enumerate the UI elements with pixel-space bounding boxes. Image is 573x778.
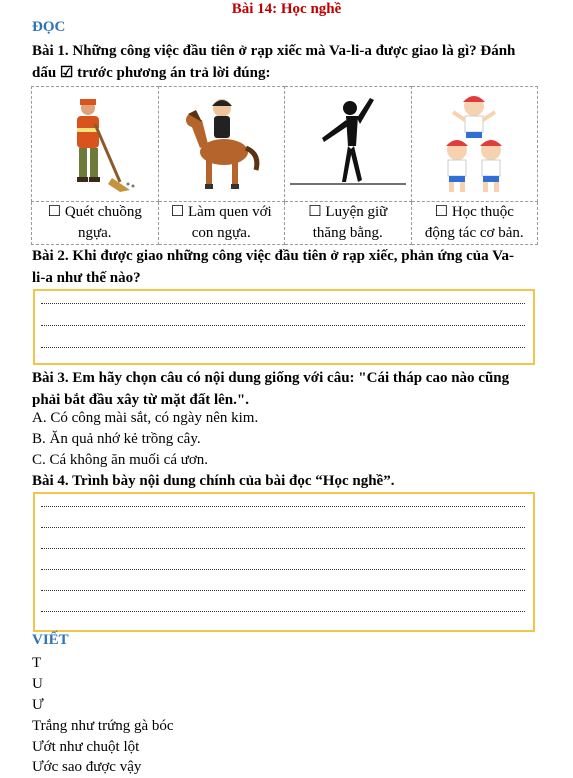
option-2[interactable] bbox=[158, 202, 285, 245]
option-3[interactable] bbox=[285, 202, 412, 245]
option-4[interactable] bbox=[411, 202, 538, 245]
write-line-1: T bbox=[32, 655, 42, 671]
question-2-line-2: li-a như thế nào? bbox=[32, 270, 141, 286]
answer-line bbox=[41, 303, 525, 304]
question-3-line-2: phải bắt đầu xây từ mặt đất lên.". bbox=[32, 392, 249, 408]
section-write-heading: VIẾT bbox=[32, 632, 69, 648]
question-2-line-1: Bài 2. Khi được giao những công việc đầu tiên ở rạp xiếc, phản ứng của Va- bbox=[32, 248, 515, 264]
question-2 bbox=[32, 245, 542, 289]
write-line-5: Ướt như chuột lột bbox=[32, 739, 140, 755]
question-3-option-b[interactable]: B. Ăn quả nhớ kẻ trồng cây. bbox=[32, 431, 201, 447]
horse-rider-illustration bbox=[176, 94, 266, 194]
option-image-balance bbox=[285, 87, 412, 202]
option-2-checkbox[interactable]: ☐ bbox=[170, 204, 185, 220]
question-4 bbox=[32, 470, 542, 492]
option-3-label: Luyện giữ bbox=[325, 204, 388, 220]
option-2-line-1 bbox=[159, 202, 285, 223]
option-2-label: Làm quen với bbox=[187, 204, 272, 220]
balance-silhouette-illustration bbox=[288, 94, 408, 194]
answer-line bbox=[41, 590, 525, 591]
question-4-line-1: Bài 4. Trình bày nội dung chính của bài đọc “Học nghề”. bbox=[32, 473, 395, 489]
option-image-sweeping bbox=[32, 87, 159, 202]
options-table bbox=[31, 86, 538, 245]
answer-line bbox=[41, 347, 525, 348]
answer-line bbox=[41, 527, 525, 528]
answer-line bbox=[41, 506, 525, 507]
answer-line bbox=[41, 569, 525, 570]
kids-pyramid-illustration bbox=[429, 92, 519, 196]
answer-line bbox=[41, 325, 525, 326]
option-4-line-1 bbox=[412, 202, 538, 223]
question-1-line-2: dấu ☑ trước phương án trả lời đúng: bbox=[32, 65, 271, 81]
question-3-option-c[interactable]: C. Cá không ăn muối cá ươn. bbox=[32, 452, 209, 468]
write-line-6: Ước sao được vậy bbox=[32, 759, 142, 775]
question-3-line-1: Bài 3. Em hãy chọn câu có nội dung giống với câu: "Cái tháp cao nào cũng bbox=[32, 370, 510, 386]
option-image-horse bbox=[158, 87, 285, 202]
answer-line bbox=[41, 548, 525, 549]
sweeper-illustration bbox=[50, 94, 140, 194]
option-4-checkbox[interactable]: ☐ bbox=[434, 204, 449, 220]
question-3 bbox=[32, 367, 542, 411]
write-line-2: U bbox=[32, 676, 43, 692]
write-line-3: Ư bbox=[32, 697, 44, 713]
option-1[interactable] bbox=[32, 202, 159, 245]
option-4-line-2: động tác cơ bản. bbox=[424, 225, 524, 241]
option-1-label: Quét chuồng bbox=[64, 204, 142, 220]
option-1-line-2: ngựa. bbox=[77, 225, 112, 241]
question-1 bbox=[32, 40, 542, 84]
option-4-label: Học thuộc bbox=[451, 204, 514, 220]
write-line-4: Trắng như trứng gà bóc bbox=[32, 718, 174, 734]
option-3-checkbox[interactable]: ☐ bbox=[308, 204, 322, 220]
option-1-checkbox[interactable]: ☐ bbox=[47, 204, 62, 220]
answer-line bbox=[41, 611, 525, 612]
option-3-line-1 bbox=[285, 202, 411, 223]
question-3-option-a[interactable]: A. Có công mài sắt, có ngày nên kim. bbox=[32, 410, 259, 426]
option-2-line-2: con ngựa. bbox=[191, 225, 251, 241]
page-title: Bài 14: Học nghề bbox=[231, 1, 342, 17]
option-image-gymnastics bbox=[411, 87, 538, 202]
answer-box-2[interactable] bbox=[33, 289, 535, 365]
section-doc-heading: ĐỌC bbox=[32, 19, 66, 35]
answer-box-4[interactable] bbox=[33, 492, 535, 632]
option-3-line-2: thăng bằng. bbox=[312, 225, 383, 241]
option-1-line-1 bbox=[32, 202, 158, 223]
question-1-line-1: Bài 1. Những công việc đầu tiên ở rạp xiếc mà Va-li-a được giao là gì? Đánh bbox=[32, 43, 516, 59]
